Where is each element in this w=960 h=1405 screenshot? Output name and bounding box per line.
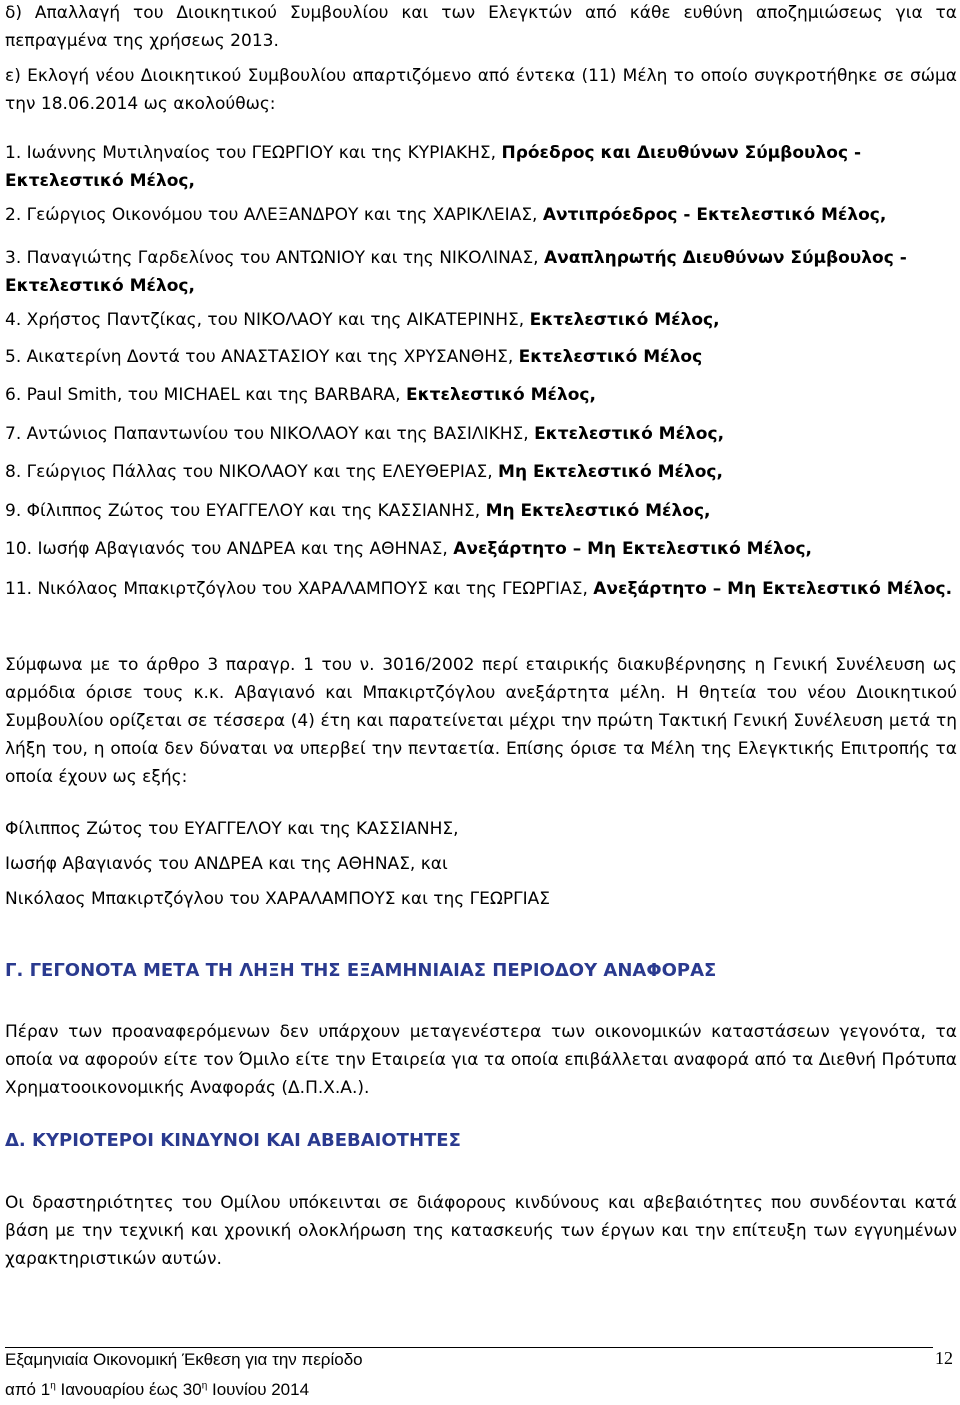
footer-period [5,1380,309,1400]
page-number: 12 [935,1348,953,1368]
member-name: Παναγιώτης Γαρδελίνος του ΑΝΤΩΝΙΟΥ και της ΝΙΚΟΛΙΝΑΣ, [26,248,544,268]
member-role: Εκτελεστικό Μέλος, [534,424,725,444]
footer-divider [5,1347,933,1348]
footer-title: Εξαμηνιαία Οικονομική Έκθεση για την περίοδο [5,1350,363,1369]
footer-sup: η [201,1380,208,1392]
paragraph-section-g: Πέραν των προαναφερόμενων δεν υπάρχουν μεταγενέστερα των οικονομικών καταστάσεων γεγονότα, τα οποία να αφορούν είτε τον Όμιλο είτε την Εταιρεία για τα οποία επιβάλλεται αναφορά από τα Διεθνή Πρότυπα Χρηματοοικονομικής Αναφοράς (Δ.Π.Χ.Α.). [5,1022,957,1098]
list-item: Νικόλαος Μπακιρτζόγλου του ΧΑΡΑΛΑΜΠΟΥΣ και της ΓΕΩΡΓΙΑΣ [5,889,550,909]
member-name: Ιωσήφ Αβαγιανός του ΑΝΔΡΕΑ και της ΑΘΗΝΑΣ, [37,539,454,559]
list-item [5,306,957,334]
paragraph-epsilon: ε) Εκλογή νέου Διοικητικού Συμβουλίου απαρτιζόμενο από έντεκα (11) Μέλη το οποίο συγκροτήθηκε σε σώμα την 18.06.2014 ως ακολούθως: [5,66,957,114]
item-number: 11. [5,579,33,599]
list-item [5,535,957,563]
member-name: Χρήστος Παντζίκας, του ΝΙΚΟΛΑΟΥ και της ΑΙΚΑΤΕΡΙΝΗΣ, [26,310,530,330]
list-item [5,201,957,229]
member-role: Μη Εκτελεστικό Μέλος, [498,462,723,482]
member-role: Εκτελεστικό Μέλος, [405,385,596,405]
member-role: Εκτελεστικό Μέλος, [529,310,720,330]
list-item [5,381,957,409]
footer-period-part: Ιανουαρίου έως 30 [55,1380,202,1399]
list-item [5,458,957,486]
member-role: Ανεξάρτητο – Μη Εκτελεστικό Μέλος, [453,539,813,559]
item-number: 5. [5,347,22,367]
list-item: Ιωσήφ Αβαγιανός του ΑΝΔΡΕΑ και της ΑΘΗΝΑΣ, και [5,854,448,874]
item-number: 3. [5,248,22,268]
member-name: Αντώνιος Παπαντωνίου του ΝΙΚΟΛΑΟΥ και της ΒΑΣΙΛΙΚΗΣ, [26,424,535,444]
member-role: Ανεξάρτητο – Μη Εκτελεστικό Μέλος. [593,579,953,599]
footer-sup: η [50,1380,56,1392]
paragraph-delta: δ) Απαλλαγή του Διοικητικού Συμβουλίου και των Ελεγκτών από κάθε ευθύνη αποζημιώσεως για τα πεπραγμένα της χρήσεως 2013. [5,3,957,51]
member-name: Αικατερίνη Δοντά του ΑΝΑΣΤΑΣΙΟΥ και της ΧΡΥΣΑΝΘΗΣ, [26,347,519,367]
item-number: 9. [5,501,22,521]
member-name: Ιωάννης Μυτιληναίος του ΓΕΩΡΓΙΟΥ και της ΚΥΡΙΑΚΗΣ, [26,143,502,163]
section-heading-d: Δ. ΚΥΡΙΟΤΕΡΟΙ ΚΙΝΔΥΝΟΙ ΚΑΙ ΑΒΕΒΑΙΟΤΗΤΕΣ [5,1130,461,1151]
item-number: 8. [5,462,22,482]
member-role: Αντιπρόεδρος - Εκτελεστικό Μέλος, [542,205,887,225]
section-heading-g: Γ. ΓΕΓΟΝΟΤΑ ΜΕΤΑ ΤΗ ΛΗΞΗ ΤΗΣ ΕΞΑΜΗΝΙΑΙΑΣ ΠΕΡΙΟΔΟΥ ΑΝΑΦΟΡΑΣ [5,960,717,981]
item-number: 10. [5,539,33,559]
list-item [5,139,957,195]
footer-period-part: Ιουνίου 2014 [207,1380,310,1399]
member-name: Νικόλαος Μπακιρτζόγλου του ΧΑΡΑΛΑΜΠΟΥΣ και της ΓΕΩΡΓΙΑΣ, [37,579,594,599]
member-name: Paul Smith, του MICHAEL και της BARBARA, [26,385,406,405]
member-name: Γεώργιος Πάλλας του ΝΙΚΟΛΑΟΥ και της ΕΛΕΥΘΕΡΙΑΣ, [26,462,499,482]
member-name: Γεώργιος Οικονόμου του ΑΛΕΞΑΝΔΡΟΥ και της ΧΑΡΙΚΛΕΙΑΣ, [26,205,543,225]
list-item [5,343,957,371]
list-item: Φίλιππος Ζώτος του ΕΥΑΓΓΕΛΟΥ και της ΚΑΣΣΙΑΝΗΣ, [5,819,459,839]
item-number: 1. [5,143,22,163]
member-role: Μη Εκτελεστικό Μέλος, [485,501,711,521]
paragraph-law: Σύμφωνα με το άρθρο 3 παραγρ. 1 του ν. 3016/2002 περί εταιρικής διακυβέρνησης η Γενική Συνέλευση ως αρμόδια όρισε τους κ.κ. Αβαγιανό και Μπακιρτζόγλου ανεξάρτητα μέλη. Η θητεία του νέου Διοικητικού Συμβουλίου ορίζεται σε τέσσερα (4) έτη και παρατείνεται μέχρι την πρώτη Τακτική Γενική Συνέλευση μετά τη λήξη του, η οποία δεν δύναται να υπερβεί την πενταετία. Επίσης όρισε τα Μέλη της Ελεγκτικής Επιτροπής τα οποία έχουν ως εξής: [5,655,957,787]
list-item [5,497,957,525]
member-role: Αναπληρωτής Διευθύνων Σύμβουλος - Εκτελεστικό Μέλος, [5,248,907,296]
member-role: Πρόεδρος και Διευθύνων Σύμβουλος - Εκτελεστικό Μέλος, [5,143,861,191]
member-role: Εκτελεστικό Μέλος [518,347,703,367]
paragraph-section-d: Οι δραστηριότητες του Ομίλου υπόκεινται σε διάφορους κινδύνους και αβεβαιότητες που συνδέονται κατά βάση με την τεχνική και χρονική ολοκλήρωση της κατασκευής των έργων και την επίτευξη των εγγυημένων χαρακτηριστικών αυτών. [5,1193,957,1269]
item-number: 7. [5,424,22,444]
item-number: 2. [5,205,22,225]
list-item [5,420,957,448]
item-number: 6. [5,385,22,405]
list-item [5,575,957,603]
item-number: 4. [5,310,22,330]
list-item [5,244,957,300]
footer-period-part: από 1 [5,1380,51,1399]
member-name: Φίλιππος Ζώτος του ΕΥΑΓΓΕΛΟΥ και της ΚΑΣΣΙΑΝΗΣ, [26,501,486,521]
